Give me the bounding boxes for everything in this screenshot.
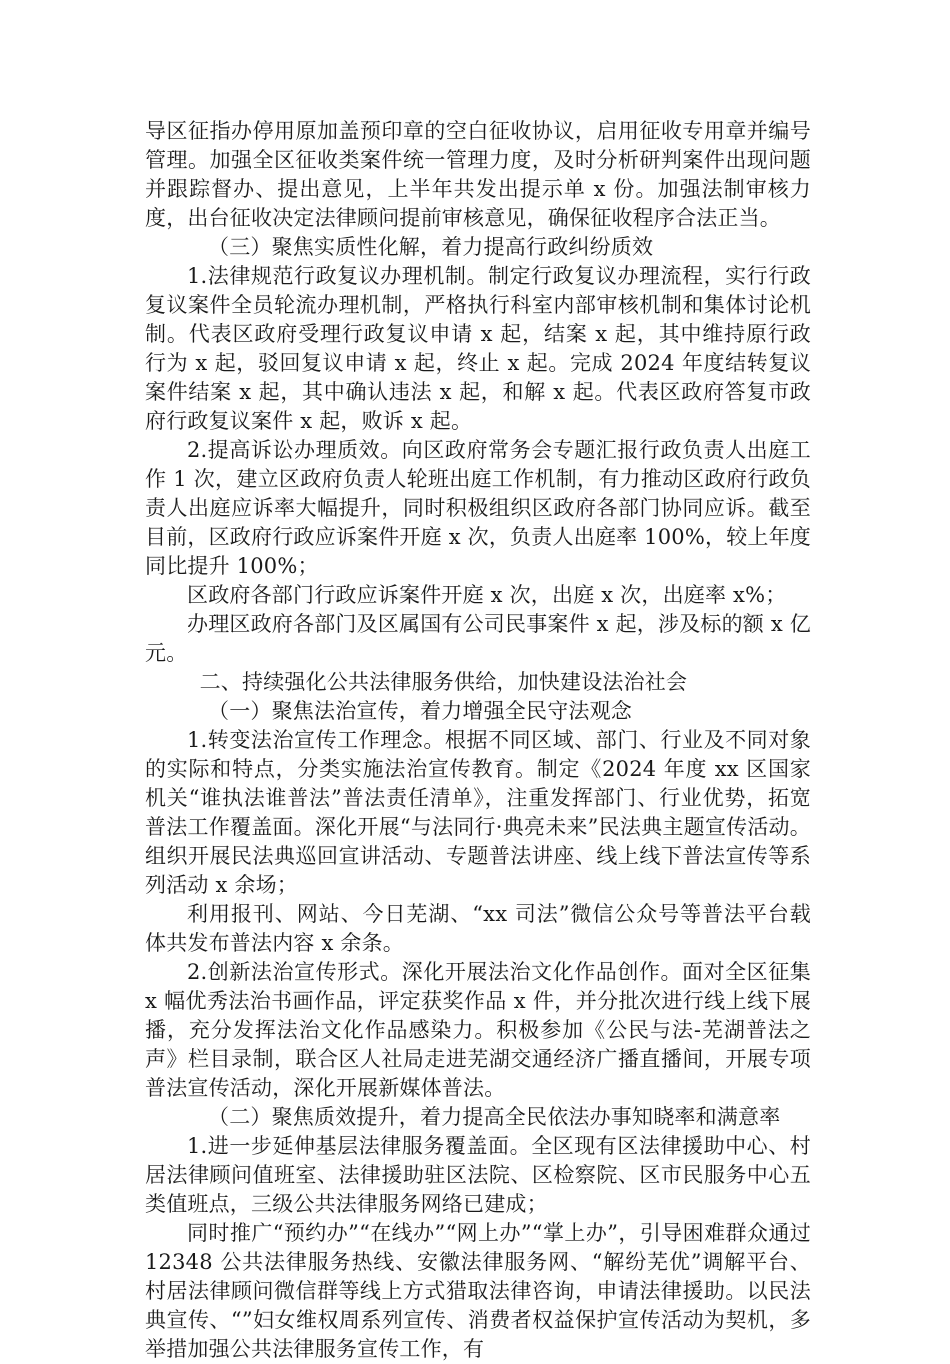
paragraph-department-hearings: 区政府各部门行政应诉案件开庭 x 次，出庭 x 次，出庭率 x%； bbox=[187, 583, 787, 607]
paragraph-online-services: 同时推广“预约办”“在线办”“网上办”“掌上办”，引导困难群众通过 12348 公共法律服务热线、安徽法律服务网、“解纷芜优”调解平台、村居法律顾问微信群等线上方式猎取法律咨询，申请法律援助。以民法典宣传、“”妇女维权周系列宣传、消费者权益保护宣传活动为契机，多举措加强公共法律服务宣传工作，有 bbox=[145, 1221, 811, 1361]
paragraph-publicity-concept: 1.转变法治宣传工作理念。根据不同区域、部门、行业及不同对象的实际和特点，分类实施法治宣传教育。制定《2024 年度 xx 区国家机关“谁执法谁普法”普法责任清单》，注重发挥部门、行业优势，拓宽普法工作覆盖面。深化开展“与法同行·典亮未来”民法典主题宣传活动。组织开展民法典巡回宣讲活动、专题普法讲座、线上线下普法宣传等系列活动 x 余场； bbox=[145, 728, 811, 897]
subheading-service-quality: （二）聚焦质效提升，着力提高全民依法办事知晓率和满意率 bbox=[208, 1105, 781, 1129]
paragraph-publicity-platforms: 利用报刊、网站、今日芜湖、“xx 司法”微信公众号等普法平台载体共发布普法内容 x 余条。 bbox=[145, 902, 811, 955]
paragraph-requisition-management: 导区征指办停用原加盖预印章的空白征收协议，启用征收专用章并编号管理。加强全区征收类案件统一管理力度，及时分析研判案件出现问题并跟踪督办、提出意见，上半年共发出提示单 x 份。加强法制审核力度，出台征收决定法律顾问提前审核意见，确保征收程序合法正当。 bbox=[145, 119, 811, 230]
paragraph-litigation-quality: 2.提高诉讼办理质效。向区政府常务会专题汇报行政负责人出庭工作 1 次，建立区政府负责人轮班出庭工作机制，有力推动区政府行政负责人出庭应诉率大幅提升，同时积极组织区政府各部门协同应诉。截至目前，区政府行政应诉案件开庭 x 次，负责人出庭率 100%，较上年度同比提升 100%； bbox=[145, 438, 811, 578]
paragraph-publicity-forms: 2.创新法治宣传形式。深化开展法治文化作品创作。面对全区征集 x 幅优秀法治书画作品，评定获奖作品 x 件，并分批次进行线上线下展播，充分发挥法治文化作品感染力。积极参加《公民与法-芜湖普法之声》栏目录制，联合区人社局走进芜湖交通经济广播直播间，开展专项普法宣传活动，深化开展新媒体普法。 bbox=[145, 960, 811, 1100]
paragraph-civil-cases: 办理区政府各部门及区属国有公司民事案件 x 起，涉及标的额 x 亿元。 bbox=[145, 612, 811, 665]
subheading-dispute-resolution: （三）聚焦实质性化解，着力提高行政纠纷质效 bbox=[208, 235, 654, 259]
paragraph-service-coverage: 1.进一步延伸基层法律服务覆盖面。全区现有区法律援助中心、村居法律顾问值班室、法律援助驻区法院、区检察院、区市民服务中心五类值班点，三级公共法律服务网络已建成； bbox=[145, 1134, 811, 1216]
subheading-legal-publicity: （一）聚焦法治宣传，着力增强全民守法观念 bbox=[208, 699, 632, 723]
paragraph-administrative-review: 1.法律规范行政复议办理机制。制定行政复议办理流程，实行行政复议案件全员轮流办理机制，严格执行科室内部审核机制和集体讨论机制。代表区政府受理行政复议申请 x 起，结案 x 起，其中维持原行政行为 x 起，驳回复议申请 x 起，终止 x 起。完成 2024 年度结转复议案件结案 x 起，其中确认违法 x 起，和解 x 起。代表区政府答复市政府行政复议案件 x 起，败诉 x 起。 bbox=[145, 264, 811, 433]
document-page bbox=[145, 117, 811, 1364]
section-heading-public-legal-services: 二、持续强化公共法律服务供给，加快建设法治社会 bbox=[199, 670, 688, 694]
